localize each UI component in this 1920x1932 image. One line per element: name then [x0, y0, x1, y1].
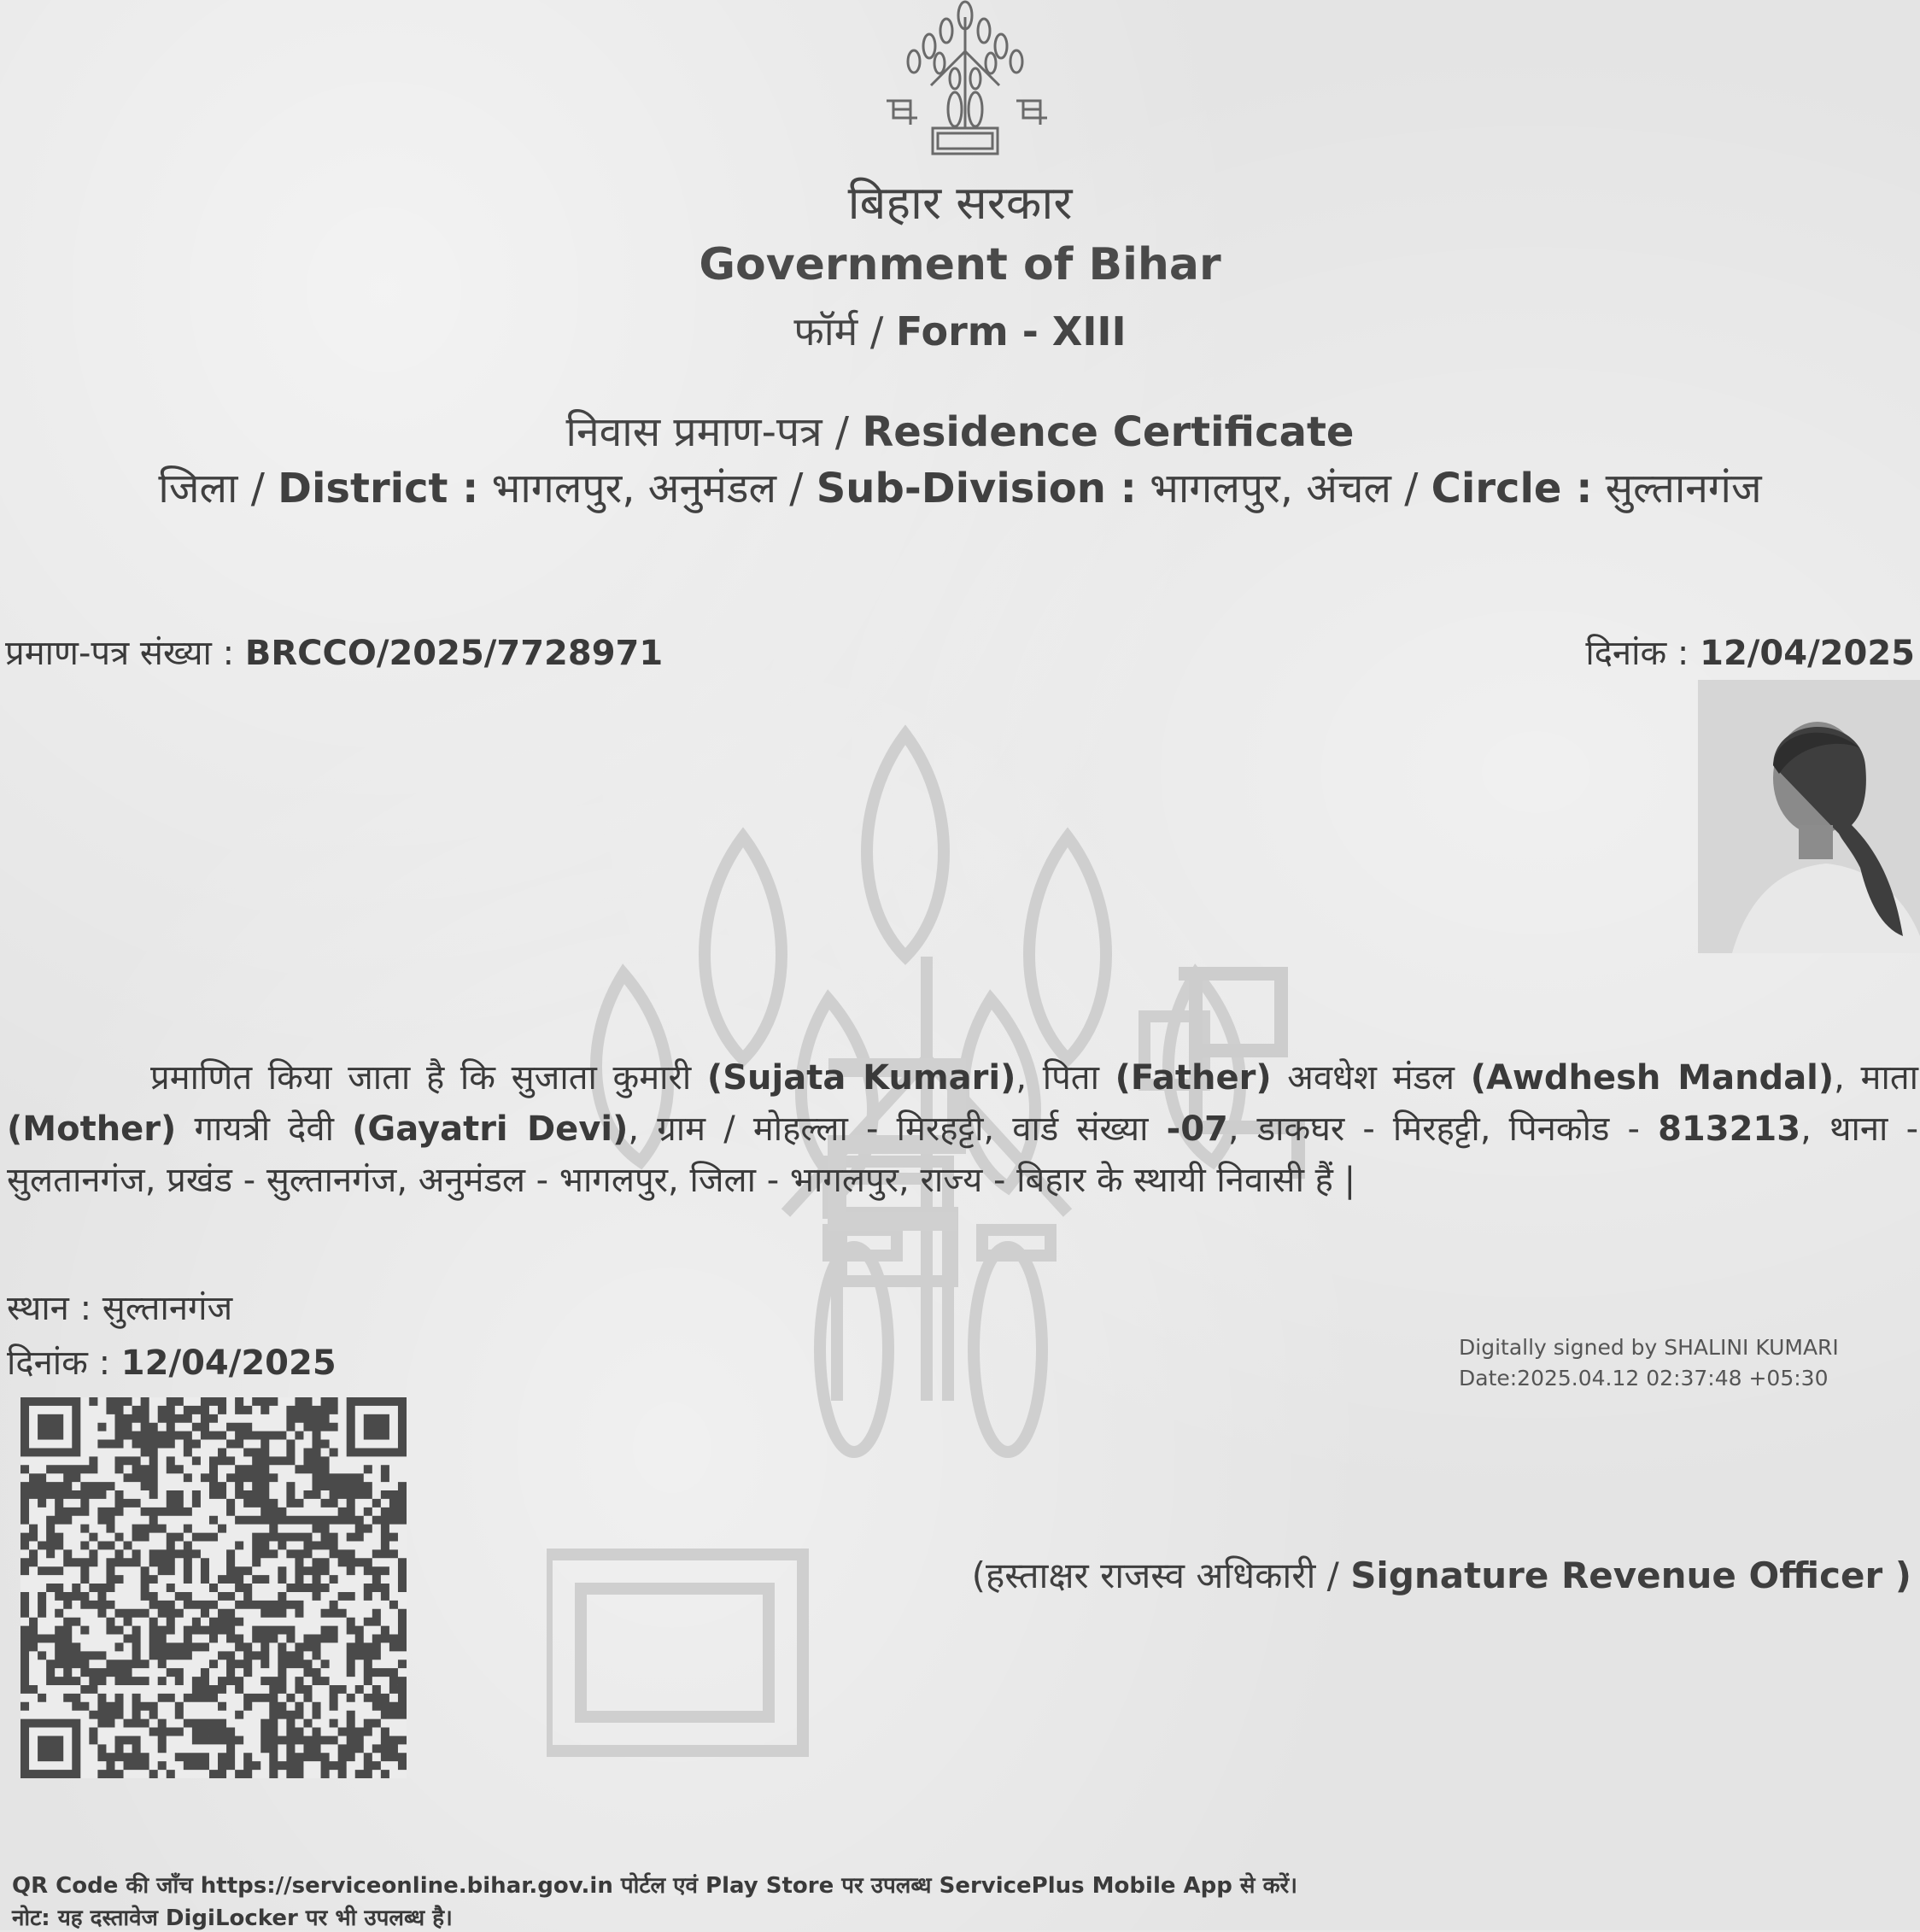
certificate-title — [0, 403, 1920, 459]
father-label: (Father) — [1115, 1058, 1272, 1098]
mother-label: (Mother) — [7, 1109, 177, 1149]
circle-label: Circle : — [1431, 465, 1593, 512]
issue-date-value: 12/04/2025 — [1700, 634, 1915, 673]
father-name-english: (Awdhesh Mandal) — [1470, 1058, 1835, 1098]
body-text-7: , डाकघर - मिरहट्टी, पिनकोड - — [1227, 1109, 1659, 1149]
applicant-photo — [1698, 680, 1920, 953]
body-text-3: अवधेश मंडल — [1271, 1058, 1471, 1098]
cert-no-value: BRCCO/2025/7728971 — [244, 634, 664, 673]
body-text-6: , ग्राम / मोहल्ला - मिरहट्टी, वार्ड संख्या — [628, 1109, 1167, 1149]
issue-date — [1585, 628, 1915, 675]
applicant-name-english: (Sujata Kumari) — [706, 1058, 1016, 1098]
district-line — [0, 460, 1920, 515]
digsig-date: Date:2025.04.12 02:37:48 +05:30 — [1459, 1366, 1829, 1390]
digital-signature — [1459, 1332, 1839, 1394]
sig-hindi: (हस्ताक्षर राजस्व अधिकारी / — [971, 1554, 1351, 1596]
body-text-5: गायत्री देवी — [176, 1109, 353, 1149]
district-hindi: जिला / — [158, 465, 278, 512]
body-text-8: , थाना - सुलतानगंज, प्रखंड - सुल्तानगंज, अनुमंडल - भागलपुर, जिला - भागलपुर, राज्य - बिहार के स्थायी निवासी हैं | — [7, 1109, 1918, 1200]
digsig-signer: Digitally signed by SHALINI KUMARI — [1459, 1335, 1839, 1360]
digilocker-note: नोट: यह दस्तावेज DigiLocker पर भी उपलब्ध है। — [12, 1906, 453, 1931]
body-text-2: , पिता — [1016, 1058, 1115, 1098]
footer-date-label: दिनांक : — [7, 1344, 121, 1383]
qr-verification-note: QR Code की जाँच https://serviceonline.bihar.gov.in पोर्टल एवं Play Store पर उपलब्ध ServicePlus Mobile App से करें। — [12, 1873, 1298, 1899]
sig-english: Signature Revenue Officer ) — [1350, 1554, 1911, 1596]
bihar-emblem-icon — [880, 0, 1051, 162]
qr-code-icon — [20, 1397, 407, 1778]
certificate-body — [7, 1052, 1918, 1206]
circle-value: सुल्तानगंज — [1592, 465, 1762, 512]
subdivision-value: भागलपुर, अंचल / — [1136, 465, 1431, 512]
cert-no-label: प्रमाण-पत्र संख्या : — [5, 634, 245, 673]
cert-title-english: Residence Certificate — [862, 408, 1355, 456]
footer-date — [7, 1338, 337, 1385]
cert-title-hindi: निवास प्रमाण-पत्र / — [565, 408, 863, 456]
issue-date-label: दिनांक : — [1585, 634, 1700, 673]
form-hindi: फॉर्म / — [793, 308, 896, 354]
place: स्थान : सुल्तानगंज — [7, 1289, 233, 1328]
form-english: Form - XIII — [895, 308, 1127, 354]
header-english-title: Government of Bihar — [699, 239, 1221, 290]
watermark-emblem-icon — [547, 700, 1418, 1930]
district-value: भागलपुर, अनुमंडल / — [478, 465, 817, 512]
subdivision-label: Sub-Division : — [816, 465, 1137, 512]
header-hindi-title: बिहार सरकार — [847, 176, 1073, 230]
body-text-4: , माता — [1834, 1058, 1918, 1098]
footer-date-value: 12/04/2025 — [120, 1344, 337, 1383]
ward-number: -07 — [1166, 1109, 1228, 1149]
form-number — [0, 304, 1920, 357]
certificate-number — [5, 628, 663, 675]
signature-label — [972, 1550, 1911, 1599]
body-text-1: प्रमाणित किया जाता है कि सुजाता कुमारी — [150, 1058, 707, 1098]
district-label: District : — [278, 465, 479, 512]
mother-name-english: (Gayatri Devi) — [352, 1109, 629, 1149]
pincode: 813213 — [1658, 1109, 1801, 1149]
